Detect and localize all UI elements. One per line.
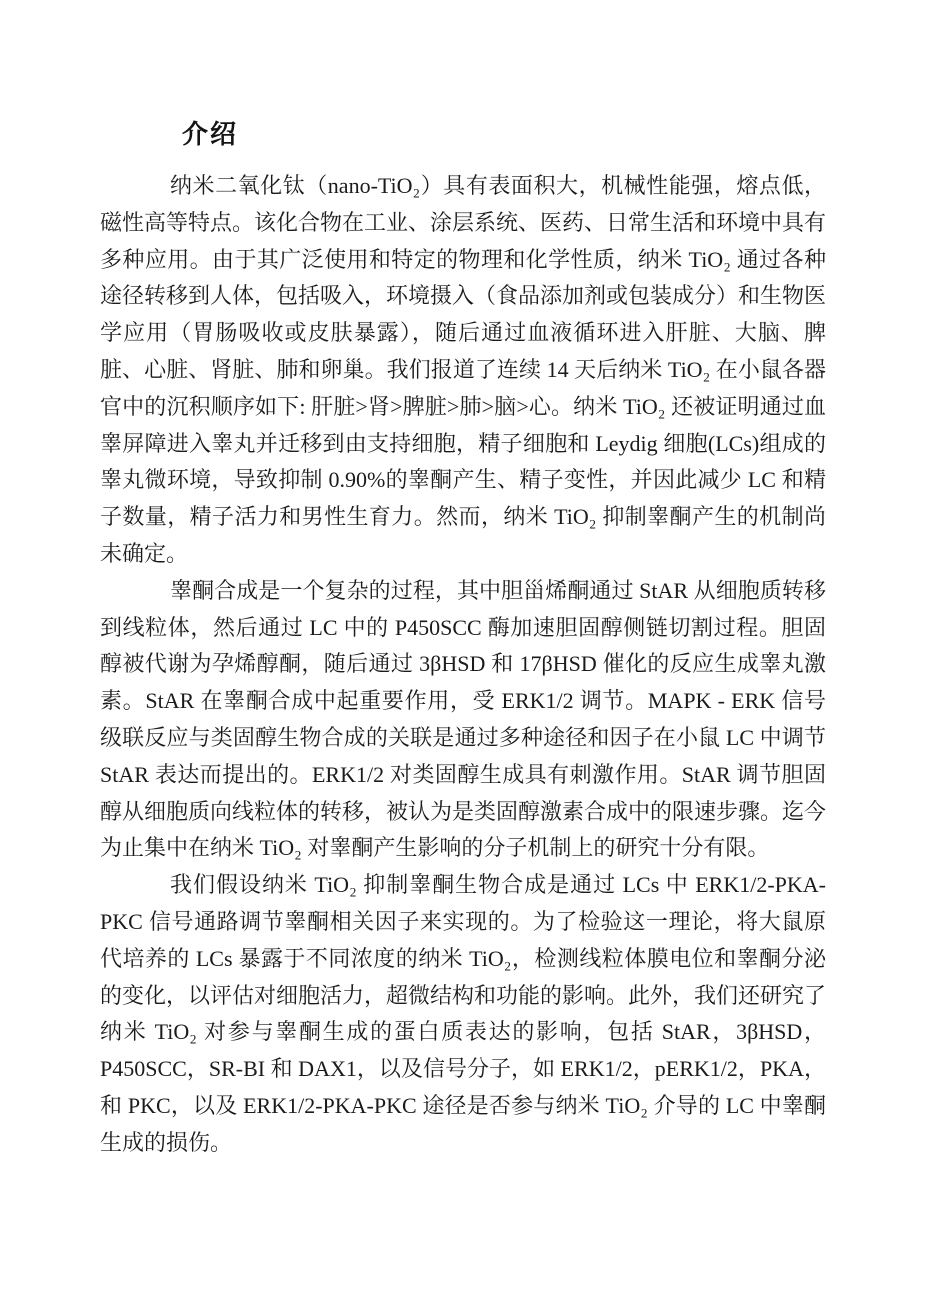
paragraph-1: 纳米二氧化钛（nano-TiO₂）具有表面积大，机械性能强，熔点低，磁性高等特点。该化合物在工业、涂层系统、医药、日常生活和环境中具有多种应用。由于其广泛使用和特定的物理和化学性质，纳米 TiO₂ 通过各种途径转移到人体，包括吸入，环境摄入（食品添加剂或包装成分）和生物医学应用（胃肠吸收或皮肤暴露），随后通过血液循环进入肝脏、大脑、脾脏、心脏、肾脏、肺和卵巢。我们报道了连续 14 天后纳米 TiO₂ 在小鼠各器官中的沉积顺序如下: 肝脏>肾>脾脏>肺>脑>心。纳米 TiO₂ 还被证明通过血睾屏障进入睾丸并迁移到由支持细胞，精子细胞和 Leydig 细胞(LCs)组成的睾丸微环境，导致抑制 0.90%的睾酮产生、精子变性，并因此减少 LC 和精子数量，精子活力和男性生育力。然而，纳米 TiO₂ 抑制睾酮产生的机制尚未确定。 bbox=[100, 173, 827, 566]
section-heading: 介绍 bbox=[182, 120, 239, 150]
document-content bbox=[100, 119, 826, 1162]
paragraph-2: 睾酮合成是一个复杂的过程，其中胆甾烯酮通过 StAR 从细胞质转移到线粒体，然后通过 LC 中的 P450SCC 酶加速胆固醇侧链切割过程。胆固醇被代谢为孕烯醇酮，随后通过 3βHSD 和 17βHSD 催化的反应生成睾丸激素。StAR 在睾酮合成中起重要作用，受 ERK1/2 调节。MAPK - ERK 信号级联反应与类固醇生物合成的关联是通过多种途径和因子在小鼠 LC 中调节 StAR 表达而提出的。ERK1/2 对类固醇生成具有刺激作用。StAR 调节胆固醇从细胞质向线粒体的转移，被认为是类固醇激素合成中的限速步骤。迄今为止集中在纳米 TiO₂ 对睾酮产生影响的分子机制上的研究十分有限。 bbox=[100, 577, 827, 861]
paragraph-3: 我们假设纳米 TiO₂ 抑制睾酮生物合成是通过 LCs 中 ERK1/2-PKA-PKC 信号通路调节睾酮相关因子来实现的。为了检验这一理论，将大鼠原代培养的 LCs 暴露于不同浓度的纳米 TiO₂，检测线粒体膜电位和睾酮分泌的变化，以评估对细胞活力，超微结构和功能的影响。此外，我们还研究了纳米 TiO₂ 对参与睾酮生成的蛋白质表达的影响，包括 StAR，3βHSD，P450SCC，SR-BI 和 DAX1，以及信号分子，如 ERK1/2，pERK1/2，PKA，和 PKC，以及 ERK1/2-PKA-PKC 途径是否参与纳米 TiO₂ 介导的 LC 中睾酮生成的损伤。 bbox=[100, 872, 827, 1155]
